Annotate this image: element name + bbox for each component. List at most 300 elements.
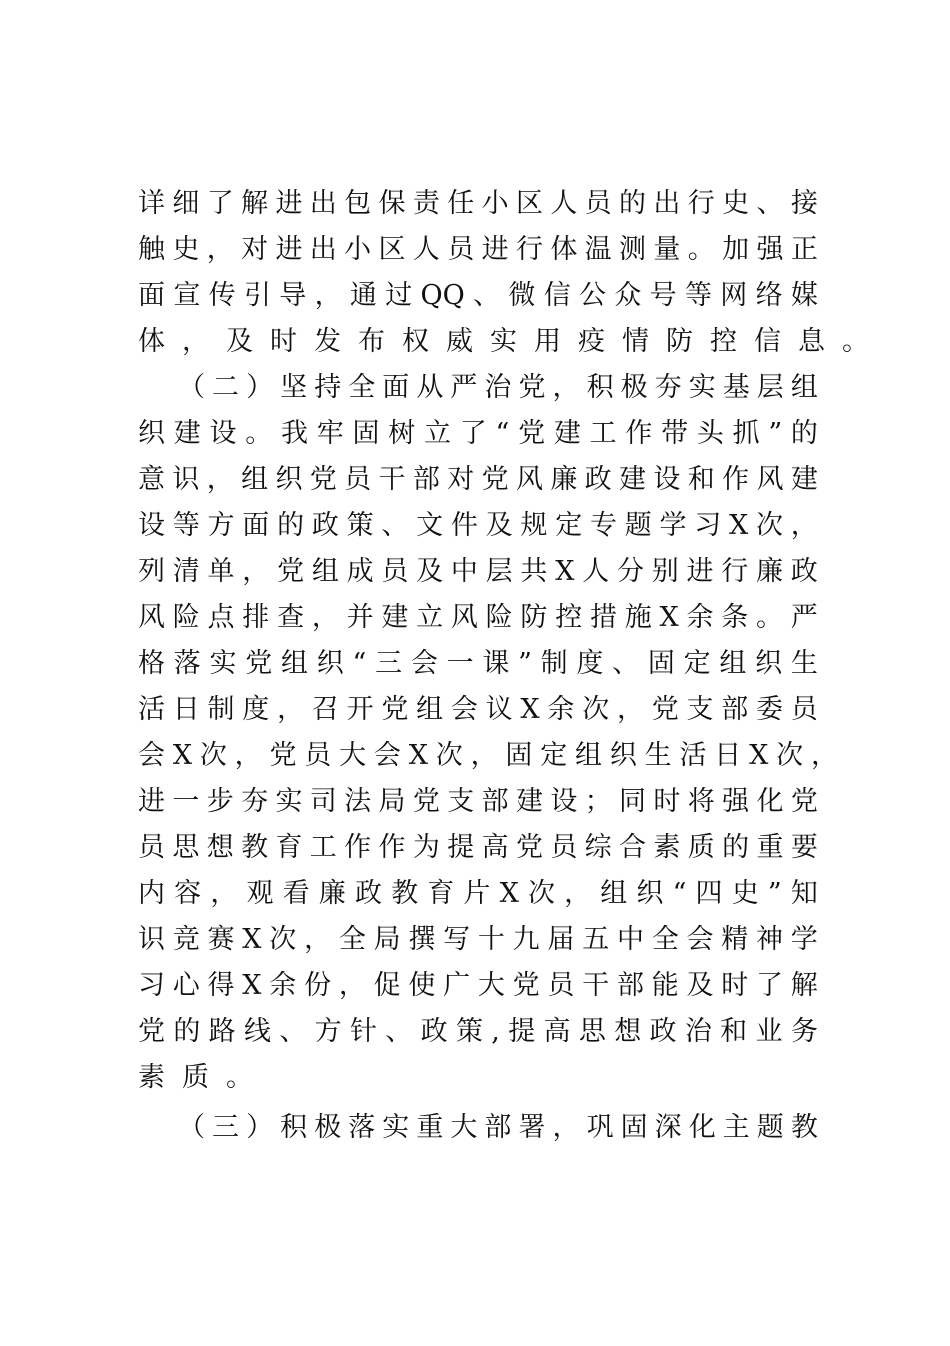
glyph: 思 xyxy=(578,1016,606,1047)
glyph: 进 xyxy=(275,234,303,265)
glyph: 课 xyxy=(482,648,510,679)
glyph: 定 xyxy=(555,510,583,541)
glyph: 落 xyxy=(348,1112,376,1143)
glyph: 实 xyxy=(209,648,237,679)
glyph: 作 xyxy=(378,832,406,863)
glyph: 政 xyxy=(584,464,612,495)
glyph: 文 xyxy=(416,510,444,541)
glyph: 的 xyxy=(173,1016,201,1047)
body-text-line xyxy=(138,184,818,224)
glyph: 措 xyxy=(589,602,617,633)
glyph: 人 xyxy=(550,188,578,219)
glyph: 头 xyxy=(696,418,724,449)
body-text-line xyxy=(138,874,818,914)
glyph: 为 xyxy=(412,832,440,863)
glyph: 教 xyxy=(241,832,269,863)
glyph: 廉 xyxy=(756,556,784,587)
glyph: 生 xyxy=(644,740,672,771)
glyph: 严 xyxy=(790,602,818,633)
glyph: 出 xyxy=(309,188,337,219)
glyph: （ xyxy=(178,1112,205,1143)
glyph: ， xyxy=(210,878,238,909)
glyph: 党 xyxy=(518,372,546,403)
glyph: 我 xyxy=(281,418,308,449)
glyph: 及 xyxy=(485,510,513,541)
glyph: 条 xyxy=(721,602,749,633)
glyph: 点 xyxy=(207,602,235,633)
glyph: 同 xyxy=(619,786,647,817)
glyph: 广 xyxy=(443,970,471,1001)
glyph: 作 xyxy=(722,464,750,495)
glyph: 精 xyxy=(721,924,749,955)
glyph: ， xyxy=(242,556,270,587)
glyph: 等 xyxy=(172,510,200,541)
glyph: X xyxy=(520,694,540,725)
glyph: 能 xyxy=(651,970,679,1001)
glyph: 固 xyxy=(352,418,380,449)
glyph: 次 xyxy=(199,740,227,771)
body-text-line xyxy=(138,598,818,638)
glyph: 布 xyxy=(358,326,385,357)
glyph: 党 xyxy=(481,464,509,495)
glyph: ， xyxy=(564,878,592,909)
glyph: 设 xyxy=(138,510,165,541)
glyph: 员 xyxy=(344,464,372,495)
glyph: 和 xyxy=(687,464,715,495)
glyph: 织 xyxy=(275,464,303,495)
glyph: 次 xyxy=(527,878,555,909)
glyph: 开 xyxy=(346,694,374,725)
glyph: 的 xyxy=(722,832,750,863)
glyph: 强 xyxy=(722,786,750,817)
body-text-line xyxy=(138,414,818,454)
glyph: 质 xyxy=(182,1062,209,1093)
glyph: 定 xyxy=(683,648,711,679)
glyph: X xyxy=(555,556,575,587)
glyph: 合 xyxy=(619,832,647,863)
glyph: 策 xyxy=(346,510,374,541)
glyph: 业 xyxy=(755,1016,783,1047)
glyph: 重 xyxy=(416,1112,444,1143)
glyph: 党 xyxy=(309,464,337,495)
glyph: 员 xyxy=(381,556,409,587)
glyph: 思 xyxy=(172,832,200,863)
glyph: ， xyxy=(338,970,366,1001)
glyph: 进 xyxy=(275,188,303,219)
glyph: （ xyxy=(178,372,205,403)
glyph: 史 xyxy=(172,234,200,265)
glyph: 带 xyxy=(661,418,689,449)
glyph: 体 xyxy=(550,234,578,265)
glyph: 容 xyxy=(174,878,202,909)
glyph: 政 xyxy=(649,1016,677,1047)
glyph: 活 xyxy=(679,740,707,771)
glyph: 将 xyxy=(687,786,715,817)
glyph: 时 xyxy=(721,970,749,1001)
glyph: ， xyxy=(552,372,580,403)
glyph: 竞 xyxy=(172,924,200,955)
glyph: 夯 xyxy=(241,786,269,817)
glyph: 固 xyxy=(647,648,675,679)
glyph: 宣 xyxy=(173,280,201,311)
glyph: 。 xyxy=(756,602,784,633)
glyph: ） xyxy=(246,1112,274,1143)
glyph: 方 xyxy=(314,1016,342,1047)
glyph: QQ xyxy=(420,280,465,311)
body-text-line xyxy=(138,966,818,1006)
glyph: 得 xyxy=(207,970,235,1001)
glyph: 防 xyxy=(666,326,693,357)
glyph: 发 xyxy=(314,326,341,357)
glyph: 巩 xyxy=(586,1112,614,1143)
glyph: 格 xyxy=(138,648,165,679)
glyph: 员 xyxy=(138,832,165,863)
glyph: 排 xyxy=(242,602,270,633)
body-text-line xyxy=(138,644,818,684)
glyph: 织 xyxy=(138,418,165,449)
glyph: 坚 xyxy=(280,372,308,403)
glyph: 局 xyxy=(373,924,401,955)
glyph: ， xyxy=(552,1112,580,1143)
glyph: 及 xyxy=(686,970,714,1001)
glyph: 等 xyxy=(684,280,712,311)
glyph: 余 xyxy=(269,970,297,1001)
glyph: 及 xyxy=(416,556,444,587)
glyph: 面 xyxy=(242,510,270,541)
glyph: 员 xyxy=(790,694,818,725)
body-text-line xyxy=(138,276,818,316)
glyph: 次 xyxy=(756,510,784,541)
glyph: 要 xyxy=(790,832,818,863)
glyph: 建 xyxy=(790,464,818,495)
glyph: ） xyxy=(246,372,274,403)
glyph: “ xyxy=(352,648,367,679)
glyph: 导 xyxy=(279,280,307,311)
glyph: 化 xyxy=(688,1112,716,1143)
glyph: 提 xyxy=(508,1016,536,1047)
body-text-line xyxy=(138,552,818,592)
glyph: 公 xyxy=(579,280,607,311)
glyph: 议 xyxy=(485,694,513,725)
glyph: 共 xyxy=(520,556,548,587)
glyph: 题 xyxy=(624,510,652,541)
glyph: ， xyxy=(314,280,342,311)
glyph: 部 xyxy=(412,464,440,495)
glyph: 员 xyxy=(550,832,578,863)
glyph: 立 xyxy=(416,602,444,633)
glyph: , xyxy=(491,1016,500,1047)
glyph: 严 xyxy=(450,372,478,403)
glyph: 进 xyxy=(481,234,509,265)
section-heading-line xyxy=(178,1108,818,1148)
glyph: 面 xyxy=(382,372,410,403)
glyph: 树 xyxy=(388,418,416,449)
glyph: 固 xyxy=(620,1112,648,1143)
glyph: 控 xyxy=(710,326,737,357)
glyph: 党 xyxy=(515,832,543,863)
glyph: 小 xyxy=(344,234,372,265)
glyph: 部 xyxy=(481,786,509,817)
glyph: 党 xyxy=(412,786,440,817)
glyph: 。 xyxy=(842,326,869,357)
glyph: 威 xyxy=(446,326,473,357)
glyph: 传 xyxy=(208,280,236,311)
glyph: ， xyxy=(234,740,262,771)
glyph: 面 xyxy=(138,280,165,311)
glyph: 过 xyxy=(385,280,413,311)
glyph: 部 xyxy=(484,1112,512,1143)
glyph: 建 xyxy=(619,464,647,495)
glyph: 路 xyxy=(208,1016,236,1047)
glyph: 保 xyxy=(378,188,406,219)
glyph: 络 xyxy=(755,280,783,311)
glyph: X xyxy=(499,878,519,909)
glyph: ， xyxy=(206,234,234,265)
glyph: 份 xyxy=(304,970,332,1001)
glyph: 时 xyxy=(270,326,297,357)
glyph: 会 xyxy=(410,648,438,679)
glyph: 党 xyxy=(790,786,818,817)
glyph: 对 xyxy=(447,464,475,495)
glyph: 一 xyxy=(446,648,474,679)
glyph: 设 xyxy=(209,418,237,449)
glyph: 余 xyxy=(547,694,575,725)
glyph: 员 xyxy=(304,740,332,771)
glyph: 史 xyxy=(722,188,750,219)
glyph: ， xyxy=(206,464,234,495)
glyph: 习 xyxy=(138,970,165,1001)
glyph: 党 xyxy=(512,970,540,1001)
glyph: 方 xyxy=(207,510,235,541)
glyph: 小 xyxy=(481,188,509,219)
glyph: ， xyxy=(304,924,332,955)
glyph: 中 xyxy=(450,556,478,587)
glyph: ” xyxy=(768,418,783,449)
glyph: 内 xyxy=(138,878,165,909)
glyph: 并 xyxy=(346,602,374,633)
glyph: 制 xyxy=(207,694,235,725)
glyph: 持 xyxy=(314,372,342,403)
glyph: 全 xyxy=(651,924,679,955)
glyph: 细 xyxy=(172,188,200,219)
glyph: 加 xyxy=(722,234,750,265)
glyph: 量 xyxy=(653,234,681,265)
glyph: 正 xyxy=(790,234,818,265)
glyph: 建 xyxy=(553,418,581,449)
glyph: 了 xyxy=(206,188,234,219)
glyph: 员 xyxy=(584,188,612,219)
glyph: 出 xyxy=(653,188,681,219)
glyph: 建 xyxy=(381,602,409,633)
glyph: 息 xyxy=(798,326,825,357)
glyph: 任 xyxy=(447,188,475,219)
glyph: 时 xyxy=(653,786,681,817)
body-text-line xyxy=(138,736,838,776)
glyph: 了 xyxy=(756,970,784,1001)
glyph: 九 xyxy=(512,924,540,955)
glyph: 温 xyxy=(584,234,612,265)
glyph: 史 xyxy=(731,878,759,909)
glyph: 行 xyxy=(687,188,715,219)
glyph: 全 xyxy=(338,924,366,955)
glyph: ” xyxy=(518,648,532,679)
glyph: “ xyxy=(495,418,510,449)
body-text-line xyxy=(138,782,818,822)
glyph: 支 xyxy=(686,694,714,725)
glyph: 育 xyxy=(427,878,455,909)
glyph: 赛 xyxy=(207,924,235,955)
glyph: 组 xyxy=(416,694,444,725)
glyph: 召 xyxy=(311,694,339,725)
glyph: ； xyxy=(584,786,612,817)
glyph: 次 xyxy=(269,924,297,955)
glyph: 余 xyxy=(686,602,714,633)
glyph: 一 xyxy=(172,786,200,817)
glyph: 党 xyxy=(245,648,273,679)
glyph: 学 xyxy=(659,510,687,541)
glyph: 测 xyxy=(619,234,647,265)
glyph: 别 xyxy=(651,556,679,587)
glyph: 质 xyxy=(687,832,715,863)
glyph: ” xyxy=(767,878,782,909)
glyph: 引 xyxy=(243,280,271,311)
glyph: 。 xyxy=(245,418,273,449)
glyph: 查 xyxy=(277,602,305,633)
glyph: 及 xyxy=(226,326,253,357)
glyph: 线 xyxy=(243,1016,271,1047)
glyph: 接 xyxy=(790,188,818,219)
glyph: 组 xyxy=(575,740,603,771)
glyph: 习 xyxy=(694,510,722,541)
glyph: 片 xyxy=(463,878,491,909)
glyph: 识 xyxy=(172,464,200,495)
glyph: 二 xyxy=(212,372,240,403)
glyph: 和 xyxy=(720,1016,748,1047)
glyph: 实 xyxy=(688,372,716,403)
body-text-line xyxy=(138,1012,818,1052)
glyph: 体 xyxy=(138,326,165,357)
glyph: X xyxy=(242,924,262,955)
glyph: 司 xyxy=(309,786,337,817)
glyph: 行 xyxy=(515,234,543,265)
glyph: 、 xyxy=(612,648,640,679)
glyph: 解 xyxy=(790,970,818,1001)
glyph: 风 xyxy=(515,464,543,495)
glyph: 政 xyxy=(311,510,339,541)
glyph: 网 xyxy=(720,280,748,311)
glyph: 控 xyxy=(555,602,583,633)
glyph: 主 xyxy=(722,1112,750,1143)
glyph: 党 xyxy=(269,740,297,771)
glyph: 强 xyxy=(756,234,784,265)
glyph: X xyxy=(729,510,749,541)
glyph: 看 xyxy=(282,878,310,909)
glyph: 观 xyxy=(246,878,274,909)
glyph: 素 xyxy=(138,1062,165,1093)
glyph: 件 xyxy=(450,510,478,541)
glyph: 廉 xyxy=(550,464,578,495)
glyph: 、 xyxy=(756,188,784,219)
glyph: 定 xyxy=(540,740,568,771)
glyph: ， xyxy=(790,510,818,541)
glyph: 出 xyxy=(309,234,337,265)
glyph: 、 xyxy=(381,510,409,541)
glyph: 了 xyxy=(459,418,487,449)
glyph: 知 xyxy=(790,878,818,909)
glyph: 包 xyxy=(344,188,372,219)
glyph: 干 xyxy=(378,464,406,495)
glyph: 次 xyxy=(582,694,610,725)
glyph: 极 xyxy=(620,372,648,403)
glyph: 的 xyxy=(277,510,305,541)
glyph: 成 xyxy=(346,556,374,587)
glyph: 针 xyxy=(349,1016,377,1047)
glyph: 从 xyxy=(416,372,444,403)
glyph: 步 xyxy=(206,786,234,817)
glyph: 信 xyxy=(754,326,781,357)
glyph: ， xyxy=(277,694,305,725)
glyph: 权 xyxy=(402,326,429,357)
glyph: 党 xyxy=(381,694,409,725)
glyph: 施 xyxy=(624,602,652,633)
glyph: 组 xyxy=(311,556,339,587)
glyph: X xyxy=(408,740,428,771)
glyph: 想 xyxy=(614,1016,642,1047)
glyph: 媒 xyxy=(790,280,818,311)
glyph: 高 xyxy=(543,1016,571,1047)
glyph: 日 xyxy=(714,740,742,771)
glyph: 设 xyxy=(653,464,681,495)
glyph: 政 xyxy=(354,878,382,909)
glyph: 组 xyxy=(241,464,269,495)
glyph: 促 xyxy=(373,970,401,1001)
glyph: 立 xyxy=(424,418,451,449)
glyph: 积 xyxy=(280,1112,308,1143)
glyph: “ xyxy=(672,878,687,909)
glyph: 三 xyxy=(375,648,403,679)
glyph: 育 xyxy=(275,832,303,863)
glyph: 委 xyxy=(756,694,784,725)
glyph: 神 xyxy=(756,924,784,955)
glyph: 日 xyxy=(172,694,200,725)
glyph: 化 xyxy=(756,786,784,817)
glyph: 众 xyxy=(614,280,642,311)
glyph: 夯 xyxy=(654,372,682,403)
glyph: 务 xyxy=(790,1016,818,1047)
glyph: 基 xyxy=(722,372,750,403)
glyph: 教 xyxy=(790,1112,818,1143)
glyph: 党 xyxy=(651,694,679,725)
glyph: 极 xyxy=(314,1112,342,1143)
glyph: 、 xyxy=(473,280,501,311)
glyph: 意 xyxy=(138,464,165,495)
glyph: 分 xyxy=(616,556,644,587)
glyph: ， xyxy=(311,602,339,633)
glyph: 详 xyxy=(138,188,165,219)
glyph: 工 xyxy=(309,832,337,863)
glyph: 中 xyxy=(616,924,644,955)
glyph: ， xyxy=(470,740,498,771)
glyph: 规 xyxy=(520,510,548,541)
glyph: 度 xyxy=(242,694,270,725)
glyph: 积 xyxy=(586,372,614,403)
glyph: 次 xyxy=(435,740,463,771)
glyph: 、 xyxy=(385,1016,413,1047)
glyph: 设 xyxy=(550,786,578,817)
body-text-line xyxy=(138,920,818,960)
glyph: 题 xyxy=(756,1112,784,1143)
body-text-line xyxy=(138,322,869,362)
